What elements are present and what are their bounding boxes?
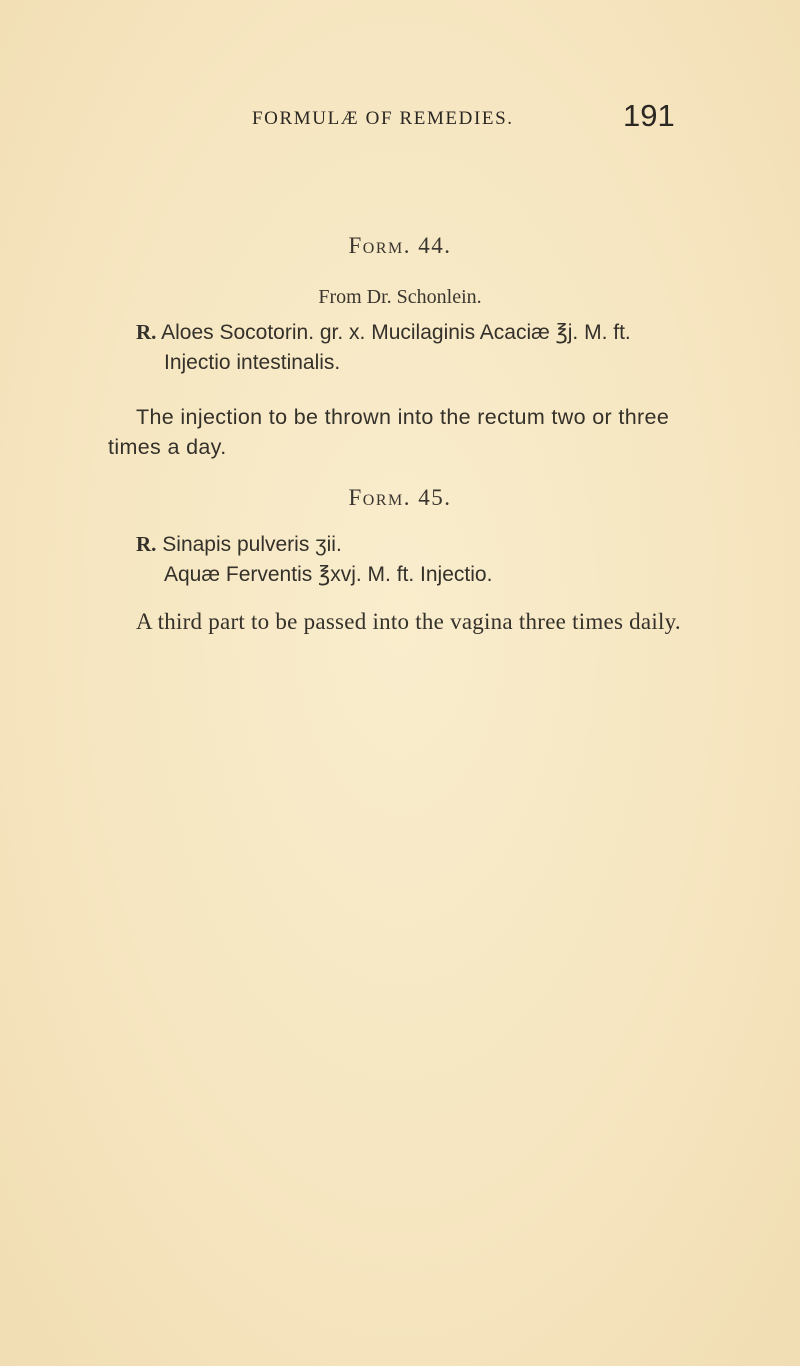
form-44-heading: Form. 44. xyxy=(348,233,452,258)
running-head xyxy=(0,98,800,142)
form-44-prescription-line-1 xyxy=(136,320,631,345)
form-45-prescription-text: Sinapis pulveris ʒii. xyxy=(162,533,342,556)
form-45-prescription-line-2: Aquæ Ferventis ℥xvj. M. ft. Injectio. xyxy=(164,563,493,586)
form-44-prescription-line-2: Injectio intestinalis. xyxy=(164,351,341,374)
form-45-directions: A third part to be passed into the vagina three times daily. xyxy=(136,609,681,634)
form-44-rx-symbol: R. xyxy=(136,320,157,344)
form-44-source: From Dr. Schonlein. xyxy=(318,286,482,308)
form-44-prescription-text: Aloes Socotorin. gr. x. Mucilaginis Acaciæ ℥j. M. ft. xyxy=(161,321,631,344)
form-44-directions-line-1: The injection to be thrown into the rectum two or three xyxy=(136,405,670,429)
form-45-rx-symbol: R. xyxy=(136,532,157,556)
form-45-prescription-line-1 xyxy=(136,532,342,557)
form-45-heading: Form. 45. xyxy=(348,485,452,510)
page-number: 191 xyxy=(623,98,675,133)
form-44-directions-line-2: times a day. xyxy=(108,435,227,459)
running-title: FORMULÆ OF REMEDIES. xyxy=(252,108,514,129)
